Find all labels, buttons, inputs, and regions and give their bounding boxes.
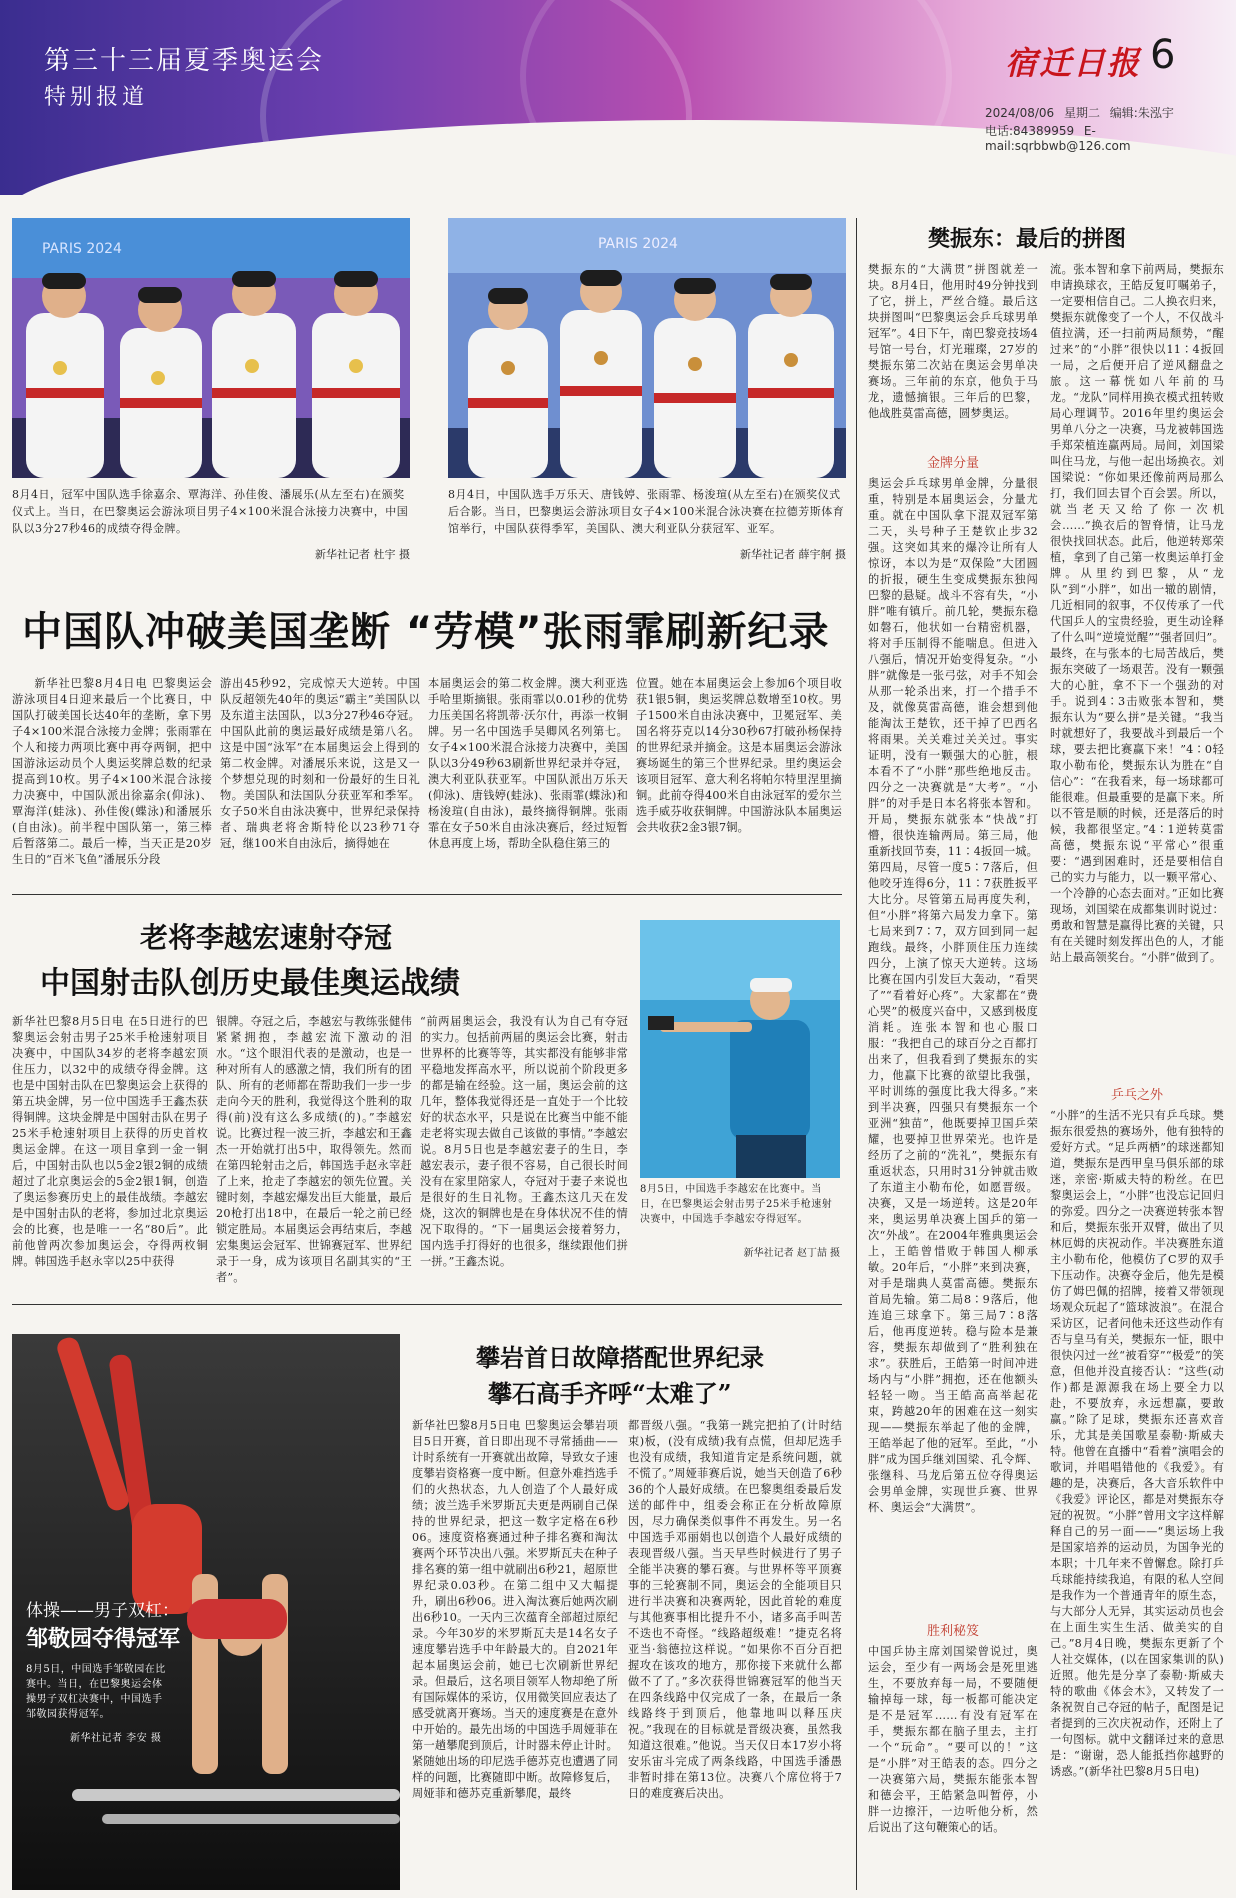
photo3-credit: 新华社记者 赵丁喆 摄 [743,1248,840,1259]
article1-col3: 本届奥运会的第二枚金牌。澳大利亚选手哈里斯摘银。张雨霏以0.01秒的优势力压美国名将凯蒂·沃尔什，再添一枚铜牌。另一名中国选手吴卿风名列第七。女子4×100米混合泳接力决赛中，美国队以3分49秒63刷新世界纪录并夺冠，澳大利亚队获亚军。中国队派出万乐天(仰泳)、唐钱婷(蛙泳)、张雨霏(蝶泳)和杨浚瑄(自由泳)，最终摘得铜牌。张雨霏在女子50米自由泳决赛后，经过短暂休息再度上场，帮助全队稳住第三的 [428,677,628,850]
divider [12,894,842,895]
article2-headline1: 老将李越宏速射夺冠 [140,921,393,954]
date-editor-line: 2024/08/06 星期二 编辑:朱泓宇 [985,106,1174,120]
article3-headline2: 攀石高手齐呼“太难了” [488,1379,732,1408]
section-title: 第三十三届夏季奥运会 [44,46,325,76]
newspaper-name: 宿迁日报 [1005,44,1142,82]
article2-col2: 银牌。夺冠之后，李越宏与教练张健伟紧紧拥抱，李越宏流下激动的泪水。“这个眼泪代表的是激动，也是一种对所有人的感激之情，我们所有的团队、所有的老师都在帮助我们一步一步走向今天的胜利，我觉得这个胜利的取得(前)没有这么多成绩(的)。”李越宏说。比赛过程一波三折，李越宏和王鑫杰一开始就打出5中，取得领先。然而在第四轮射击之后，韩国选手赵永宰赶了上来，抢走了李越宏的领先位置。关键时刻，李越宏爆发出巨大能量，最后20枪打出18中，在最后一轮之前已经锁定胜局。本届奥运会再结束后，李越宏集奥运会冠军、世锦赛冠军、世界纪录于一身，成为该项目名副其实的“王者”。 [216,1015,412,1284]
header-banner [0,0,1236,195]
article4-subhead2: 胜利秘笈 [926,1624,979,1639]
article3-col2: 都晋级八强。“我第一跳完把拍了(计时结束)板，(没有成绩)我有点慌，但却尼选手也没有成绩，我知道肯定是系统问题，就不慌了。”周娅菲赛后说，她当天创造了6秒36的个人最好成绩。在巴黎奥组委最后发送的邮件中，组委会称正在分析故障原因，尽力确保类似事件不再发生。另一名中国选手邓丽娟也以创造个人最好成绩的表现晋级八强。当天早些时候进行了男子全能半决赛的攀石赛。与世界杯等平顶赛事的三轮赛制不同，奥运会的全能项目只进行半决赛和决赛两轮，因此首轮的难度与其他赛事相比提升不小，诸多高手叫苦不迭也不奇怪。“线路超级难！”捷克名将亚当·翁德拉这样说。“如果你不百分百把握攻在该攻的地方，那你接下来就什么都做不了了。”多次获得世锦赛冠军的他当天在四条线路中仅完成了一条，在最后一条线路终于到顶后，他靠地叫以释压庆祝。”我现在的目标就是晋级决赛，虽然我知道这很难。”他说。当天仅日本17岁小将安乐宙斗完成了两条线路，中国选手潘愚非暂时排在第13位。决赛八个席位将于7日的难度赛后决出。 [628,1419,842,1800]
gymnastics-title2: 邹敬园夺得冠军 [26,1627,181,1652]
photo4-credit: 新华社记者 李安 摄 [70,1733,162,1744]
article1-col4: 位置。她在本届奥运会上参加6个项目收获1银5铜，奥运奖牌总数增至10枚。男子1500米自由泳决赛中，卫冕冠军、美国名将芬克以14分30秒67打破孙杨保持的世界纪录并摘金。这是本届奥运会游泳赛场诞生的第三个世界纪录。里约奥运会该项目冠军、意大利名将帕尔特里涅里摘铜。此前夺得400米自由泳冠军的爱尔兰选手威芬收获铜牌。中国游泳队本届奥运会共收获2金3银7铜。 [636,677,842,834]
article3-col1: 新华社巴黎8月5日电 巴黎奥运会攀岩项目5日开赛，首日即出现不寻常插曲——计时系统有一开赛就出故障，导致女子速度攀岩资格赛一度中断。但意外难挡选手们的火热状态，九人创造了个人最好成绩；波兰选手米罗斯瓦夫更是两刷自己保持的世界纪录，把这一数字定格在6秒06。速度资格赛通过种子排名赛和淘汰赛两个环节决出八强。米罗斯瓦夫在种子排名赛的第一组中就刷出6秒21，超原世界纪录0.03秒。在第二组中又大幅提升，刷出6秒06。进入淘汰赛后她两次刷出6秒10。一天内三次蕴育全部超过原纪录。今年30岁的米罗斯瓦夫是14名女子速度攀岩选手中年龄最大的。自2021年起本届奥运会前，她已七次刷新世界纪录。但最后，这名项目领军人物却绝了所有国际媒体的采访，仅用微笑回应表达了感受就离开赛场。当天的速度赛是在意外中开始的。最先出场的中国选手周娅菲在第一趟攀爬到顶后，计时器未停止计时。紧随她出场的印尼选手德苏克也遭遇了同样的问题，比赛随即中断。故障修复后，周娅菲和德苏克重新攀爬，最终 [412,1419,618,1800]
page-number: 6 [1150,32,1176,78]
article4-col2: 流。张本智和拿下前两局，樊振东申请换球衣，王皓反复叮嘱弟子，一定要相信自己。二人换衣归来，樊振东就像变了一个人，不仅战斗值拉满，还一扫前两局颓势，“醒过来”的“小胖”很快以11∶4扳回一局，之后便开启了逆风翻盘之旅。这一幕恍如八年前的马龙。“龙队”同样用换衣模式扭转败局心理调节。2016年里约奥运会男单八分之一决赛，马龙被韩国选手郑荣植连赢两局。局间，刘国梁叫住马龙，与他一起出场换衣。刘国梁说：“你如果还像前两局那么打，我们回去冒个百会罢。所以，就当老天又给了你一次机会……”换衣后的智脊情，让马龙很快找回状态。此后，他逆转郑荣植，拿到了自己第一枚奥运单打金牌。从里约到巴黎，从“龙队”到“小胖”，如出一辙的剧情，几近相同的叙事，不仅传承了一代代国乒人的宝贵经验，更生动诠释了什么叫“逆境觉醒”“强者回归”。最终，在与张本的七局苦战后，樊振东突破了一场艰苦。没有一颗强大的心脏，拿不下一个强劲的对手。说到4∶3击败张本智和，樊振东认为“要么拼”是关键。“我当时就想好了，我要战斗到最后一个球，要去把比赛赢下来！”4∶0轻取小勒布伦，樊振东认为胜在“自信心”：“在我看来，每一场球都可能很难。但最重要的是赢下来。所以不管是顺的时候，还是落后的时候，我都很坚定。”4∶1逆转莫雷高德，樊振东说“平常心”很重要：“遇到困难时，还是要相信自己的实力与能力，以一颗平常心、一个冷静的心态去面对。”正如比赛现场，刘国梁在成都集训时说过：勇敢和智慧是赢得比赛的关键，只有在关键时刻发挥出色的人，才能站上最高领奖台。“小胖”做到了。 [1050,263,1224,964]
gymnastics-title1: 体操——男子双杠： [26,1601,179,1621]
article4-intro: 樊振东的“大满贯”拼图就差一块。8月4日，他用时49分钟找到了它，拼上，严丝合缝。最后这块拼图叫“巴黎奥运会乒乓球男单冠军”。4日下午，南巴黎竞技场4号馆一号台，灯光璀璨，27岁的樊振东第二次站在奥运会男单决赛场。三年前的东京，他负于马龙，遗憾摘银。三年后的巴黎，他战胜莫雷高德，圆梦奥运。 [868,263,1038,420]
article2-col3: “前两届奥运会，我没有认为自己有夺冠的实力。包括前两届的奥运会比赛，射击世界杯的比赛等等，其实都没有能够非常平稳地发挥高水平，所以说前个阶段更多的都是输在经验。这一届，奥运会前的这几年，整体我觉得还是一直处于一个比较好的状态水平，只是说在比赛当中能不能走老将实现去做自己该做的事情。”李越宏说。8月5日也是李越宏妻子的生日，李越宏表示，妻子很不容易，自己很长时间没有在家里陪家人，夺冠对于妻子来说也是很好的生日礼物。王鑫杰这几天在发烧，这次的铜牌也是在身体状况不佳的情况下取得的。“下一届奥运会接着努力，国内选手打得好的也很多，继续跟他们拼一拼。”王鑫杰说。 [420,1015,628,1268]
article4-subhead1: 金牌分量 [926,456,979,471]
photo2-caption: 8月4日，中国队选手万乐天、唐钱婷、张雨霏、杨浚瑄(从左至右)在颁奖仪式后合影。当日，巴黎奥运会游泳项目女子4×100米混合泳决赛在拉德芳斯体育馆举行，中国队获得季军，美国队、澳大利亚队分获冠军、亚军。 [448,488,845,535]
article2-headline2: 中国射击队创历史最佳奥运战绩 [40,966,460,1001]
article4-col1c: 中国乒协主席刘国梁曾说过，奥运会，至少有一两场会是死里逃生，不要放弃每一局，不要随便输掉每一球，每一板都可能决定是不是冠军……有没有冠军在手，樊振东都在脑子里去，主打一个“玩命”。“要可以的！”这是“小胖”对王皓表的态。四分之一决赛第六局，樊振东能张本智和德会平，王皓紧急叫暂停，小胖一边擦汗，一边听他分析，然后说出了这句鞭策心的话。 [868,1645,1038,1834]
photo-men-medley-relay [12,218,410,478]
divider [12,1304,842,1305]
photo1-caption: 8月4日，冠军中国队选手徐嘉余、覃海洋、孙佳俊、潘展乐(从左至右)在颁奖仪式上。当日，在巴黎奥运会游泳项目男子4×100米混合泳接力决赛中，中国队以3分27秒46的成绩夺得金牌。 [12,488,409,535]
article1-headline: 中国队冲破美国垄断 “劳模”张雨霏刷新纪录 [22,609,830,655]
photo-shooting [640,920,840,1178]
article4-col1b: 奥运会乒乓球男单金牌，分量很重，特别是本届奥运会，分量尤重。就在中国队拿下混双冠军第二天，头号种子王楚钦止步32强。这突如其来的爆冷让所有人惊讶，本以为是“双保险”大团圆的折报，硬生生变成樊振东独闯巴黎的悬疑。战斗不容有失，“小胖”唯有镇斤。前几轮，樊振东稳如磐石，他状如一台精密机器，将对手压制得不能喘息。但进入八强后，情况开始变得复杂。“小胖”就像是一张弓弦，对手不知会从那一轮杀出来，打一个措手不及，就像莫雷高德，谁会想到他能淘汰王楚钦，还干掉了巴西名将雨果。关关难过关关过。事实证明，没有一颗强大的心脏，根本看不了“小胖”那些绝地反击。四分之一决赛就是“大考”。“小胖”的对手是日本名将张本智和。开局，樊振东就张本“快战”打懵，很快连输两局。第三局，他重新找回节奏，11∶4扳回一城。第四局，尽管一度5∶7落后，但他咬牙连得6分，11∶7获胜扳平大比分。尽管第五局再度失利，但“小胖”将第六局发力拿下。第七局来到7∶7，双方回到同一起跑线。最终，小胖顶住压力连续四分，上演了惊天大逆转。这场比赛在国内引发巨大轰动，“看哭了”“看着好心疼”。大家都在“费心哭”的极度兴奋中，又感到极度消耗。连张本智和也心服口服：“我把自己的球百分之百都打出来了，但我看到了樊振东的实力，他赢下比赛的欲望比我强，平时训练的强度比我大得多。”来到半决赛，四强只有樊振东一个亚洲“独苗”，他既要掉卫国乒荣耀，也要掉卫世界荣光。也许是经历了之前的“洗礼”，樊振东有重返状态，只用时31分钟就击败了东道主小勒布伦，如愿晋级。决赛，又是一场逆转。这是20年来，奥运男单决赛上国乒的第一次“外战”。在2004年雅典奥运会上，王皓曾惜败于韩国人柳承敏。20年后，“小胖”来到决赛，对手是瑞典人莫雷高德。樊振东首局先输。第二局8∶9落后，他连追三球拿下。第三局7∶8落后，他再度逆转。稳与险本是兼容，樊振东却做到了“胜利独在求”。获胜后，王皓第一时间冲进场内与“小胖”拥抱，还在他额头轻轻一吻。当王皓高高举起花束，跨越20年的困难在这一刻实现——樊振东举起了他的金牌，王皓举起了他的冠军。至此，“小胖”成为国乒继刘国梁、孔令辉、张继科、马龙后第五位夺得奥运会男单金牌，实现世乒赛、世界杯、奥运会“大满贯”。 [868,477,1038,1514]
article1-col1: 新华社巴黎8月4日电 巴黎奥运会游泳项目4日迎来最后一个比赛日，中国队打破美国长达40年的垄断，拿下男子4×100米混合泳接力金牌；张雨霏在个人和接力两项比赛中再夺两铜，把中国游泳运动员个人奥运奖牌总数的纪录提高到10枚。男子4×100米混合泳接力决赛中，中国队派出徐嘉余(仰泳)、覃海洋(蛙泳)、孙佳俊(蝶泳)和潘展乐(自由泳)。前半程中国队第一，第三棒后暂落第二。最后一棒，当天正是20岁生日的“百米飞鱼”潘展乐分段 [12,677,212,866]
photo-women-medley-relay [448,218,846,478]
article4-col2b: “小胖”的生活不光只有乒乓球。樊振东很爱热的赛场外，他有独特的爱好方式。“足乒两栖”的球迷都知道，樊振东是西甲皇马俱乐部的球迷，亲密·斯威夫特的粉丝。在巴黎奥运会上，“小胖”也没忘记回归的弥爱。四分之一决赛逆转张本智和后，樊振东张开双臂，做出了贝林厄姆的庆祝动作。半决赛胜东道主小勒布伦，他模仿了C罗的双手下压动作。决赛夺金后，他先是模仿了姆巴佩的招牌，接着又带领现场观众玩起了“篮球波浪”。在混合采访区，记者问他未还这些动作有否与皇马有关，樊振东一怔，眼中很快闪过一丝“被看穿”“极爱”的笑意，但他并没直接否认：“这些(动作)都是源源我在场上要全力以赴，不要放弃，永远想赢，要敢赢。”除了足球，樊振东还喜欢音乐，尤其是美国歌星泰勒·斯威夫特。他曾在直播中“看着”演唱会的歌词，并唱唱错他的《我爱》。有趣的是，决赛后，各大音乐软件中《我爱》评论区，都是对樊振东夺冠的祝贺。“小胖”曾用文字这样解释自己的另一面——“奥运场上我是国家培养的运动员，为国争光的本职；十几年来不曾懈怠。除打乒乓球能持续我追，有限的私人空间是我作为一个普通青年的原生态，与大部分人无异，其实运动员也会在上面生实生生活、做美实的自己。”8月4日晚，樊振东更新了个人社交媒体，(以在国家集训的队)近照。他先是分享了泰勒·斯威夫特的歌曲《体会木》，又转发了一条祝贺自己夺冠的帖子，配图是记者提到的三次庆祝动作，还附上了一句图标。就中文翻译过来的意思是：“谢谢，恐人能抵挡你越野的诱惑。”(新华社巴黎8月5日电) [1050,1109,1224,1778]
article1-col2: 游出45秒92，完成惊天大逆转。中国队反超领先40年的奥运“霸主”美国队以及东道主法国队，以3分27秒46夺冠。中国队此前的奥运最好成绩是第八名。这是中国“泳军”在本届奥运会上得到的第二枚金牌。对潘展乐来说，这是又一个梦想兑现的时刻和一份最好的生日礼物。美国队和法国队分获亚军和季军。女子50米自由泳决赛中，世界纪录保持者、瑞典老将舍斯特伦以23秒71夺冠，继100米自由泳后，摘得她在 [220,677,420,850]
photo3-caption: 8月5日，中国选手李越宏在比赛中。当日，在巴黎奥运会射击男子25米手枪速射决赛中，中国选手李越宏夺得冠军。 [640,1184,833,1225]
article3-headline1: 攀岩首日故障搭配世界纪录 [476,1343,764,1372]
paris-banner-text: PARIS 2024 [598,236,678,252]
photo2-credit: 新华社记者 薛宇舸 摄 [740,548,846,561]
photo1-credit: 新华社记者 杜宇 摄 [315,548,410,561]
article4-headline: 樊振东：最后的拼图 [928,226,1127,252]
contact-line: 电话:84389959 E-mail:sqrbbwb@126.com [985,124,1131,153]
column-divider [856,218,857,1890]
paris-banner-text: PARIS 2024 [42,241,122,257]
article2-col1: 新华社巴黎8月5日电 在5日进行的巴黎奥运会射击男子25米手枪速射项目决赛中，中国队34岁的老将李越宏顶住压力，以32中的成绩夺得金牌。这也是中国射击队在巴黎奥运会上获得的第五块金牌，另一位中国选手王鑫杰获得铜牌。这块金牌是中国射击队在男子25米手枪速射项目上获得的历史首枚奥运金牌。在这一项目拿到一金一铜后，中国射击队也以5金2银2铜的成绩超过了北京奥运会的5金2银1铜，创造了奥运参赛历史上的最佳战绩。李越宏是中国射击队的老将，参加过北京奥运会的比赛，也是唯一一名“80后”。此前他曾两次参加奥运会，夺得两枚铜牌。韩国选手赵永宰以25中获得 [12,1015,208,1268]
section-subtitle: 特别报道 [44,85,149,110]
article4-subhead3: 乒乓之外 [1110,1088,1163,1103]
photo4-caption: 8月5日，中国选手邹敬园在比赛中。当日，在巴黎奥运会体操男子双杠决赛中，中国选手邹敬园获得冠军。 [26,1664,166,1720]
